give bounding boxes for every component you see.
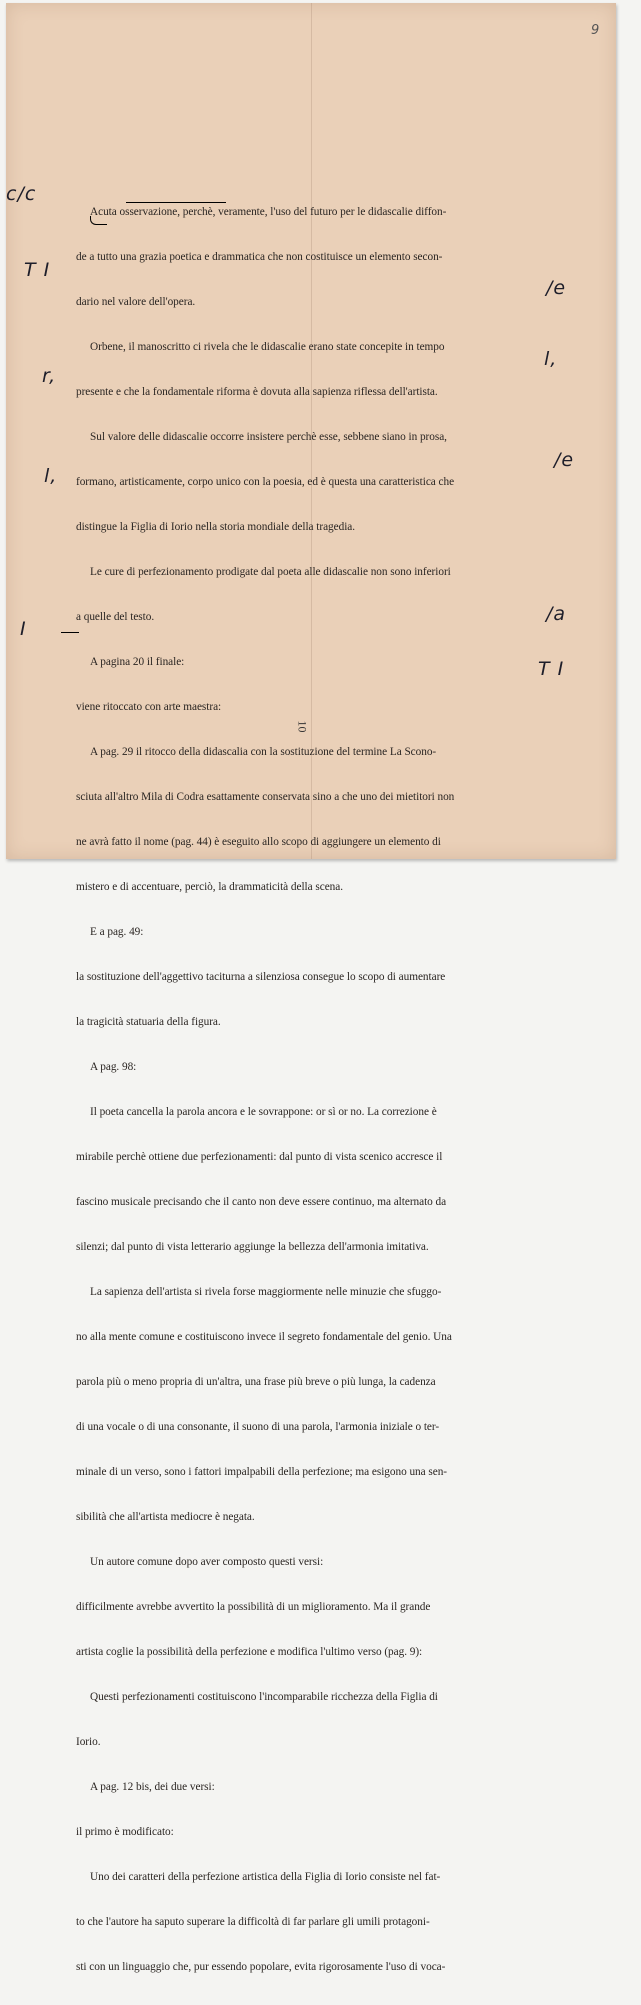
proof-mark-left: c/c bbox=[6, 183, 37, 205]
text-line: formano, artisticamente, corpo unico con la poesia, ed è questa una caratteristica che bbox=[76, 476, 455, 488]
text-line: distingue la Figlia di Iorio nella storia mondiale della tragedia. bbox=[76, 521, 356, 533]
proof-mark-left: r, bbox=[42, 365, 57, 387]
text-line: artista coglie la possibilità della perfezione e modifica l'ultimo verso (pag. 9): bbox=[76, 1646, 423, 1658]
text-line: sibilità che all'artista mediocre è negata. bbox=[76, 1511, 255, 1523]
text-line: di una vocale o di una consonante, il suono di una parola, l'armonia iniziale o ter- bbox=[76, 1421, 440, 1433]
proof-mark-left: T I bbox=[24, 259, 51, 281]
text-line: to che l'autore ha saputo superare la difficoltà di far parlare gli umili protagoni- bbox=[76, 1916, 430, 1928]
proof-mark-left: I bbox=[20, 618, 27, 640]
printed-page-number: 10 bbox=[295, 720, 310, 733]
text-line: presente e che la fondamentale riforma è dovuta alla sapienza riflessa dell'artista. bbox=[76, 386, 438, 398]
text-line: la sostituzione dell'aggettivo taciturna a silenziosa consegue lo scopo di aumentare bbox=[76, 971, 446, 983]
proof-mark-right: T I bbox=[538, 658, 565, 680]
text-line: mistero e di accentuare, perciò, la drammaticità della scena. bbox=[76, 881, 344, 893]
text-line: a quelle del testo. bbox=[76, 611, 155, 623]
text-line: sciuta all'altro Mila di Codra esattamente conservata sino a che uno dei mietitori non bbox=[76, 791, 455, 803]
text-line: parola più o meno propria di un'altra, una frase più breve o più lunga, la cadenza bbox=[76, 1376, 436, 1388]
text-line: fascino musicale precisando che il canto non deve essere continuo, ma alternato da bbox=[76, 1196, 447, 1208]
text-line: A pag. 12 bis, dei due versi: bbox=[90, 1781, 215, 1793]
text-line: de a tutto una grazia poetica e drammatica che non costituisce un elemento secon- bbox=[76, 251, 443, 263]
text-line: viene ritoccato con arte maestra: bbox=[76, 701, 222, 713]
proof-mark-right: /a bbox=[546, 603, 567, 625]
text-line: la tragicità statuaria della figura. bbox=[76, 1016, 221, 1028]
text-line: Acuta osservazione, perchè, veramente, l'uso del futuro per le didascalie diffon- bbox=[90, 206, 447, 218]
proof-mark-right: /e bbox=[554, 449, 575, 471]
text-line: Il poeta cancella la parola ancora e le sovrappone: or sì or no. La correzione è bbox=[90, 1106, 437, 1118]
text-line: sti con un linguaggio che, pur essendo popolare, evita rigorosamente l'uso di voca- bbox=[76, 1961, 446, 1973]
proof-mark-right: /e bbox=[546, 277, 567, 299]
text-line: il primo è modificato: bbox=[76, 1826, 174, 1838]
text-line: Le cure di perfezionamento prodigate dal poeta alle didascalie non sono inferiori bbox=[90, 566, 451, 578]
text-line: Sul valore delle didascalie occorre insistere perchè esse, sebbene siano in prosa, bbox=[90, 431, 447, 443]
handwritten-page-number: 9 bbox=[591, 23, 600, 38]
text-line: minale di un verso, sono i fattori impalpabili della perfezione; ma esigono una sen- bbox=[76, 1466, 448, 1478]
proof-mark-left: l, bbox=[44, 465, 58, 487]
text-line: mirabile perchè ottiene due perfezionamenti: dal punto di vista scenico accresce il bbox=[76, 1151, 443, 1163]
text-line: Uno dei caratteri della perfezione artistica della Figlia di Iorio consiste nel fat- bbox=[90, 1871, 441, 1883]
text-line: difficilmente avrebbe avvertito la possibilità di un miglioramento. Ma il grande bbox=[76, 1601, 431, 1613]
text-line: ne avrà fatto il nome (pag. 44) è eseguito allo scopo di aggiungere un elemento di bbox=[76, 836, 441, 848]
text-line: Iorio. bbox=[76, 1736, 101, 1748]
text-line: dario nel valore dell'opera. bbox=[76, 296, 196, 308]
text-line: Orbene, il manoscritto ci rivela che le didascalie erano state concepite in tempo bbox=[90, 341, 445, 353]
text-line: E a pag. 49: bbox=[90, 926, 144, 938]
text-line: Un autore comune dopo aver composto questi versi: bbox=[90, 1556, 324, 1568]
text-line: no alla mente comune e costituiscono invece il segreto fondamentale del genio. Una bbox=[76, 1331, 452, 1343]
text-line: Questi perfezionamenti costituiscono l'incomparabile ricchezza della Figlia di bbox=[90, 1691, 438, 1703]
body-text bbox=[76, 175, 546, 2005]
proof-mark-right: l, bbox=[544, 348, 558, 370]
text-line: A pag. 98: bbox=[90, 1061, 137, 1073]
text-line: A pagina 20 il finale: bbox=[90, 656, 185, 668]
text-line: A pag. 29 il ritocco della didascalia con la sostituzione del termine La Scono- bbox=[90, 746, 437, 758]
text-line: La sapienza dell'artista si rivela forse maggiormente nelle minuzie che sfuggo- bbox=[90, 1286, 442, 1298]
text-line: silenzi; dal punto di vista letterario aggiunge la bellezza dell'armonia imitativa. bbox=[76, 1241, 429, 1253]
paper-sheet bbox=[6, 3, 616, 1973]
